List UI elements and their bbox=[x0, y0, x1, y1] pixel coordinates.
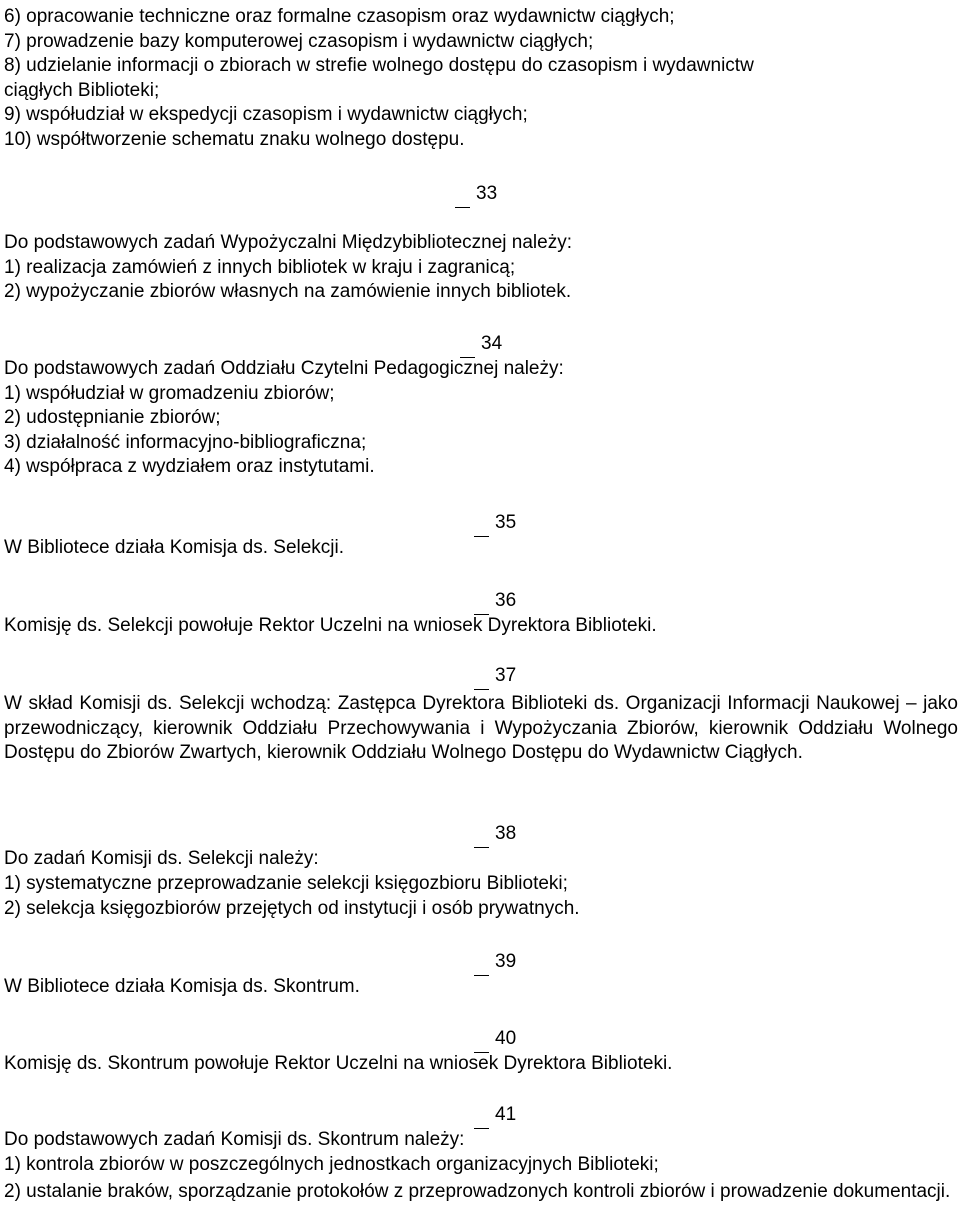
section-heading-38 bbox=[474, 823, 516, 845]
list-item: 2) selekcja księgozbiorów przejętych od instytucji i osób prywatnych. bbox=[4, 898, 580, 919]
section-number: 38 bbox=[495, 823, 517, 844]
section-number: 33 bbox=[476, 183, 498, 204]
list-item: 1) systematyczne przeprowadzanie selekcji księgozbioru Biblioteki; bbox=[4, 873, 568, 894]
section-sign-icon bbox=[460, 345, 475, 358]
section-number: 35 bbox=[495, 512, 517, 533]
section-sign-icon bbox=[474, 524, 489, 537]
list-item: 1) kontrola zbiorów w poszczególnych jednostkach organizacyjnych Biblioteki; bbox=[4, 1154, 659, 1175]
section-sign-icon bbox=[474, 1040, 489, 1053]
section-number: 41 bbox=[495, 1104, 517, 1125]
list-item: 1) realizacja zamówień z innych bibliotek w kraju i zagranicą; bbox=[4, 257, 516, 278]
list-item: 3) działalność informacyjno-bibliograficzna; bbox=[4, 432, 367, 453]
paragraph-line: W Bibliotece działa Komisja ds. Selekcji. bbox=[4, 537, 345, 558]
list-item: 2) ustalanie braków, sporządzanie protokołów z przeprowadzonych kontroli zbiorów i prowadzenie dokumentacji. bbox=[4, 1181, 951, 1202]
paragraph-line: Do podstawowych zadań Oddziału Czytelni Pedagogicznej należy: bbox=[4, 358, 564, 379]
section-sign-icon bbox=[474, 677, 489, 690]
section-heading-37 bbox=[474, 665, 516, 687]
list-item: 4) współpraca z wydziałem oraz instytutami. bbox=[4, 456, 375, 477]
list-item: 7) prowadzenie bazy komputerowej czasopism i wydawnictw ciągłych; bbox=[4, 31, 594, 52]
list-item: 2) wypożyczanie zbiorów własnych na zamówienie innych bibliotek. bbox=[4, 281, 572, 302]
section-heading-41 bbox=[474, 1104, 516, 1126]
section-heading-39 bbox=[474, 951, 516, 973]
section-sign-icon bbox=[474, 1116, 489, 1129]
section-sign-icon bbox=[474, 835, 489, 848]
list-item: ciągłych Biblioteki; bbox=[4, 80, 160, 101]
paragraph-line: W Bibliotece działa Komisja ds. Skontrum. bbox=[4, 976, 360, 997]
section-heading-40 bbox=[474, 1028, 516, 1050]
section-heading-34 bbox=[460, 333, 502, 355]
paragraph-line: Do podstawowych zadań Wypożyczalni Międzybibliotecznej należy: bbox=[4, 232, 572, 253]
section-sign-icon bbox=[455, 195, 470, 208]
list-item: 9) współudział w ekspedycji czasopism i wydawnictw ciągłych; bbox=[4, 104, 528, 125]
section-number: 39 bbox=[495, 951, 517, 972]
section-heading-35 bbox=[474, 512, 516, 534]
section-number: 34 bbox=[481, 333, 503, 354]
paragraph-line: Do zadań Komisji ds. Selekcji należy: bbox=[4, 848, 319, 869]
list-item: 6) opracowanie techniczne oraz formalne czasopism oraz wydawnictw ciągłych; bbox=[4, 6, 675, 27]
section-number: 40 bbox=[495, 1028, 517, 1049]
list-item: 2) udostępnianie zbiorów; bbox=[4, 407, 221, 428]
list-item: 10) współtworzenie schematu znaku wolnego dostępu. bbox=[4, 129, 465, 150]
list-item: 8) udzielanie informacji o zbiorach w strefie wolnego dostępu do czasopism i wydawnictw bbox=[4, 55, 754, 76]
section-sign-icon bbox=[474, 963, 489, 976]
list-item: 1) współudział w gromadzeniu zbiorów; bbox=[4, 383, 335, 404]
paragraph-line: Komisję ds. Selekcji powołuje Rektor Uczelni na wniosek Dyrektora Biblioteki. bbox=[4, 615, 657, 636]
section-heading-36 bbox=[474, 590, 516, 612]
section-heading-33 bbox=[455, 183, 497, 205]
paragraph-line: Do podstawowych zadań Komisji ds. Skontrum należy: bbox=[4, 1129, 465, 1150]
paragraph-line: Komisję ds. Skontrum powołuje Rektor Uczelni na wniosek Dyrektora Biblioteki. bbox=[4, 1053, 673, 1074]
section-number: 37 bbox=[495, 665, 517, 686]
section-sign-icon bbox=[474, 602, 489, 615]
section-number: 36 bbox=[495, 590, 517, 611]
paragraph: W skład Komisji ds. Selekcji wchodzą: Zastępca Dyrektora Biblioteki ds. Organizacji Informacji Naukowej – jako przewodniczący, kierownik Oddziału Przechowywania i Wypożyczania Zbiorów, kierownik Oddziału Wolnego Dostępu do Zbiorów Zwartych, kierownik Oddziału Wolnego Dostępu do Wydawnictw Ciągłych. bbox=[4, 693, 958, 763]
